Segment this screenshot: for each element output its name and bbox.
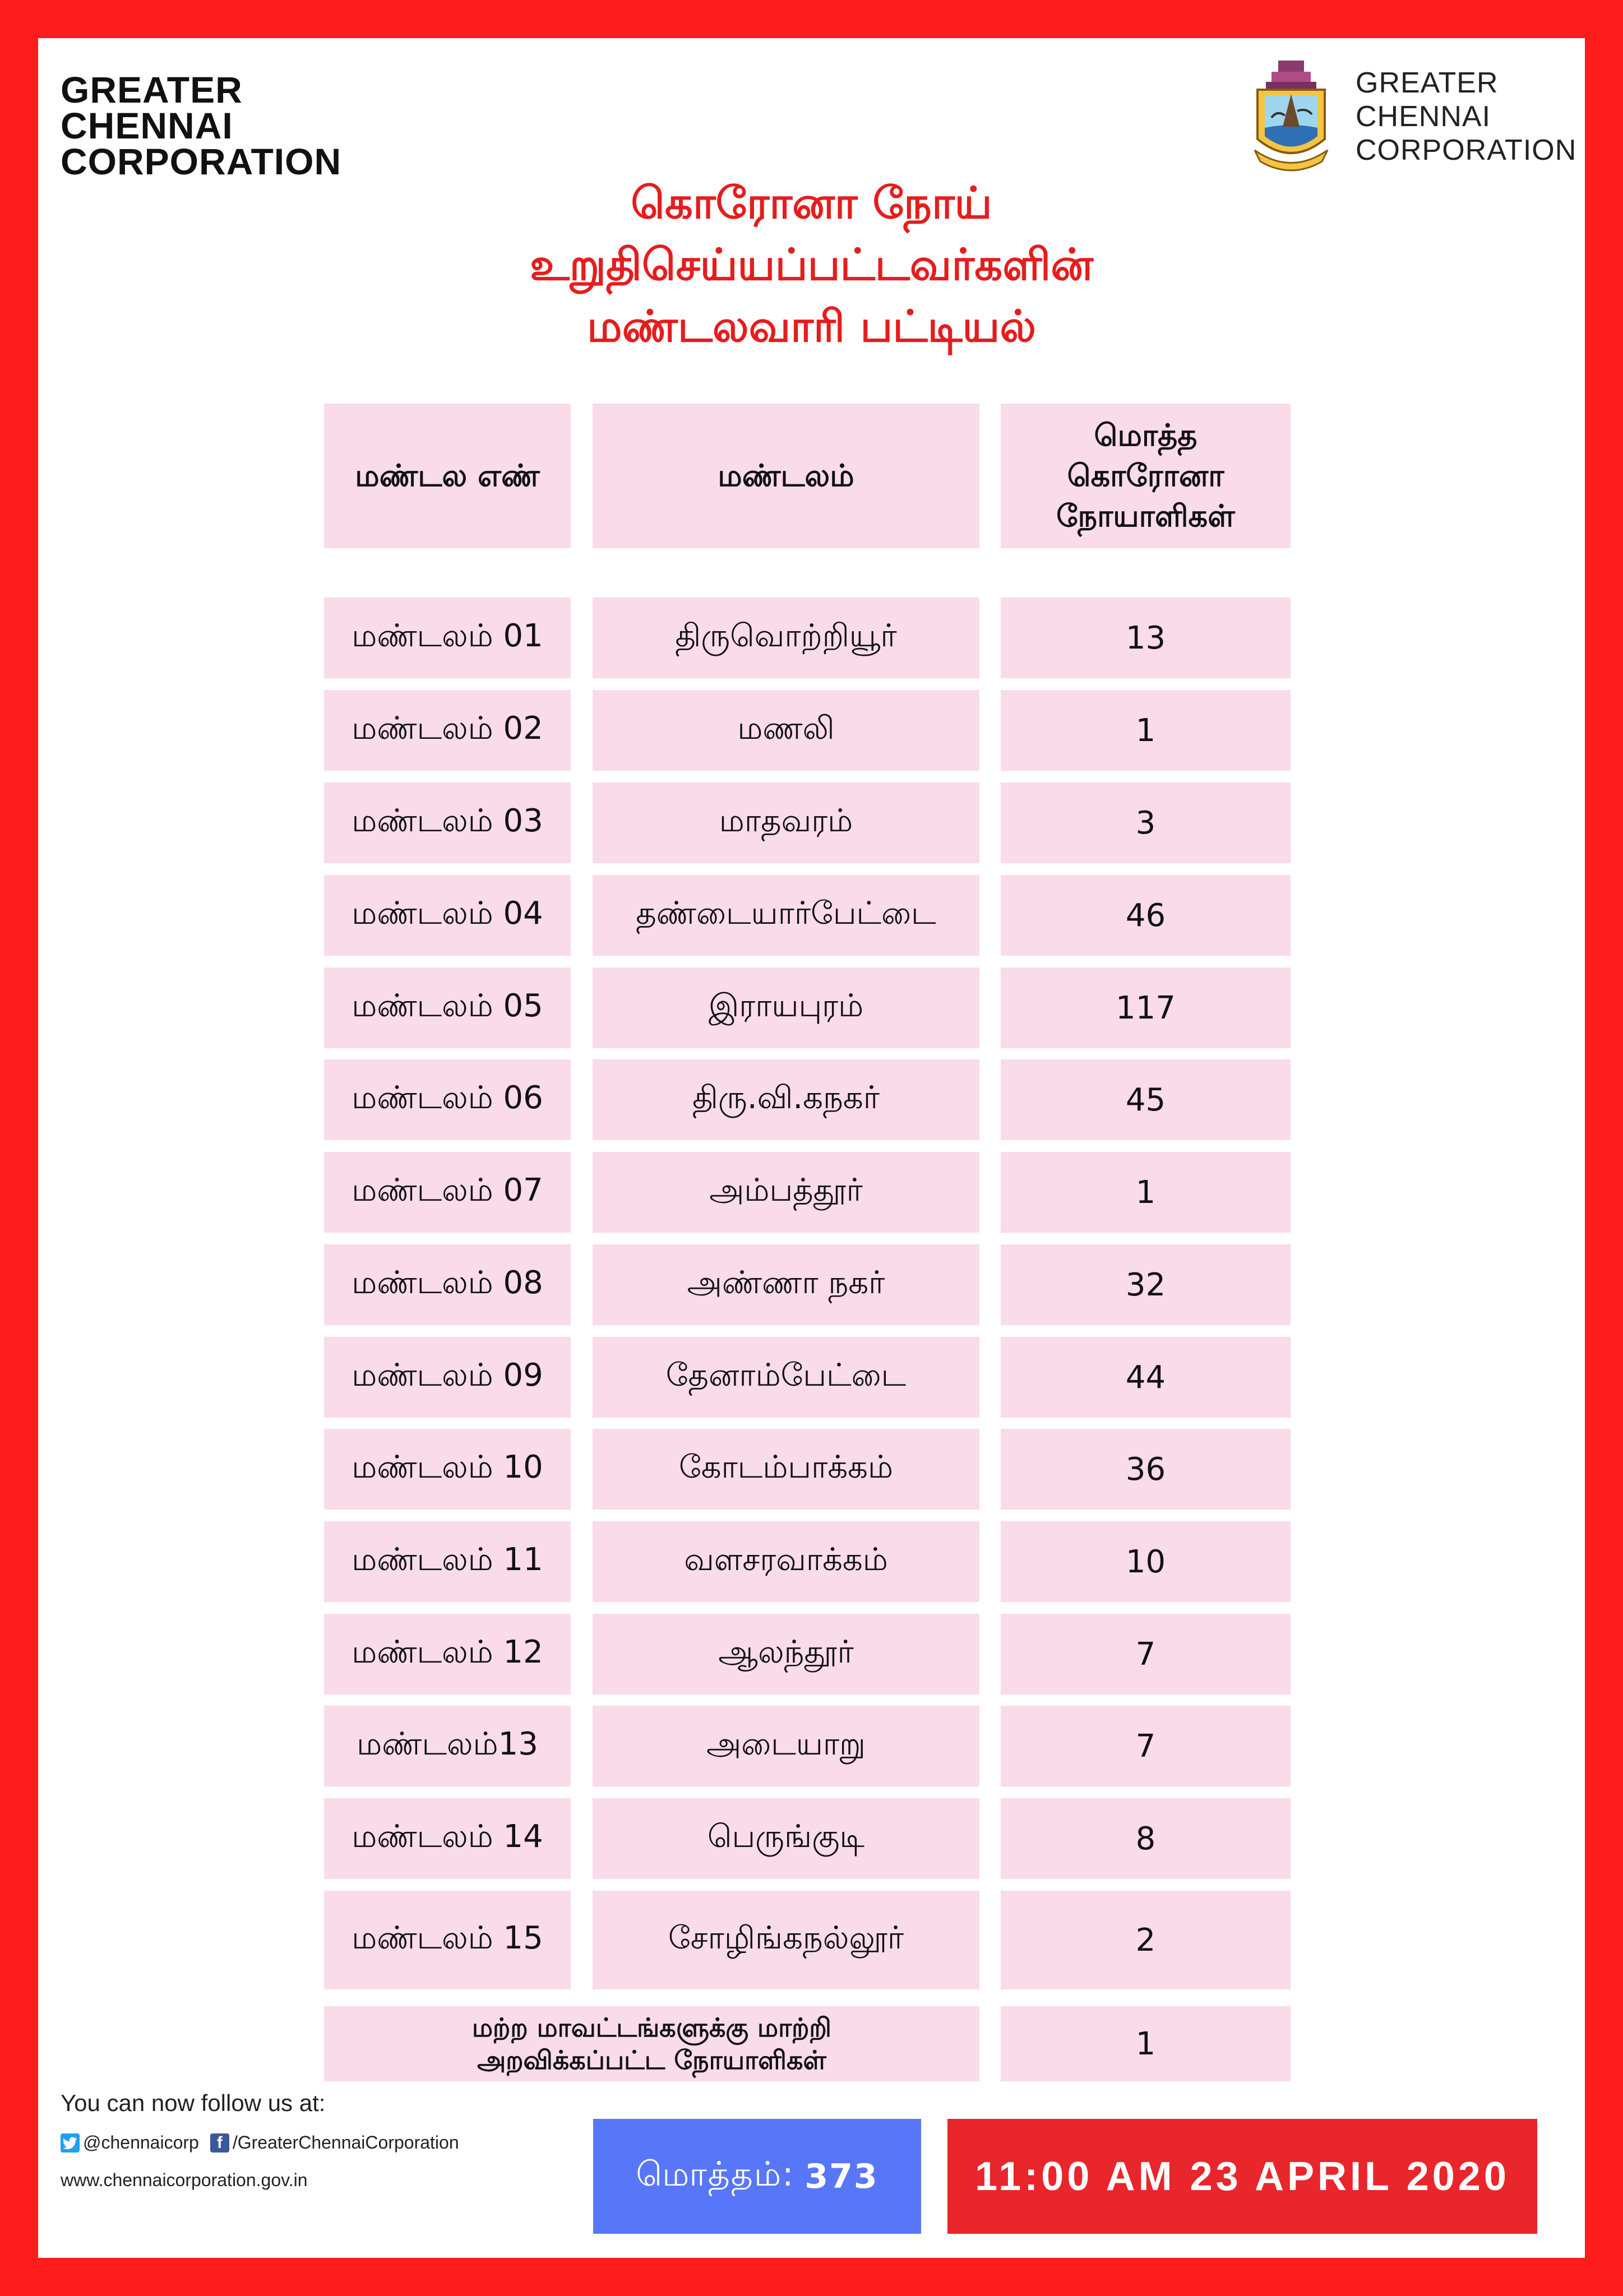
zone-number-cell: மண்டலம் 10 [324, 1429, 571, 1510]
patient-count-cell: 13 [1001, 598, 1291, 678]
zone-number-cell: மண்டலம் 04 [324, 875, 571, 956]
brand-wordmark-right: GREATER CHENNAI CORPORATION [1356, 67, 1577, 166]
zone-number-cell: மண்டலம் 02 [324, 690, 571, 771]
website-link[interactable]: www.chennaicorporation.gov.in [61, 2170, 308, 2190]
total-label: மொத்தம்: [636, 2154, 795, 2194]
timestamp-box [947, 2119, 1537, 2234]
header-zone: மண்டலம் [593, 404, 979, 548]
zone-number-cell: மண்டலம் 14 [324, 1798, 571, 1879]
page-title: கொரோனா நோய் உறுதிசெய்யப்பட்டவர்களின் மண்டலவாரி பட்டியல் [530, 178, 1093, 352]
header-total-patients: மொத்த கொரோனா நோயாளிகள் [1001, 404, 1291, 548]
zone-number-cell: மண்டலம் 09 [324, 1337, 571, 1418]
patient-count-cell: 45 [1001, 1059, 1291, 1140]
zone-number-cell: மண்டலம் 03 [324, 783, 571, 863]
patient-count-cell: 46 [1001, 875, 1291, 956]
zone-name-cell: தேனாம்பேட்டை [593, 1337, 979, 1418]
zone-name-cell: அண்ணா நகர் [593, 1244, 979, 1325]
patient-count-cell: 7 [1001, 1614, 1291, 1695]
follow-section [61, 2090, 470, 2191]
zone-name-cell: இராயபுரம் [593, 968, 979, 1048]
zone-name-cell: வளசரவாக்கம் [593, 1521, 979, 1602]
header-zone-no: மண்டல எண் [324, 404, 571, 548]
zone-name-cell: சோழிங்கநல்லூர் [593, 1891, 979, 1989]
other-districts-count: 1 [1001, 2006, 1291, 2081]
zone-name-cell: மாதவரம் [593, 783, 979, 863]
zone-name-cell: கோடம்பாக்கம் [593, 1429, 979, 1510]
zone-name-cell: திரு.வி.கநகர் [593, 1059, 979, 1140]
patient-count-cell: 117 [1001, 968, 1291, 1048]
facebook-link[interactable]: f /GreaterChennaiCorporation [210, 2132, 459, 2153]
patient-count-cell: 2 [1001, 1891, 1291, 1989]
zone-name-cell: ஆலந்தூர் [593, 1614, 979, 1695]
patient-count-cell: 32 [1001, 1244, 1291, 1325]
patient-count-cell: 1 [1001, 690, 1291, 771]
corporation-seal-icon [1243, 55, 1339, 178]
social-links [61, 2132, 470, 2153]
zone-number-cell: மண்டலம்13 [324, 1706, 571, 1786]
zone-name-cell: திருவொற்றியூர் [593, 598, 979, 678]
twitter-link[interactable]: @chennaicorp [61, 2132, 199, 2153]
patient-count-cell: 7 [1001, 1706, 1291, 1786]
patient-count-cell: 44 [1001, 1337, 1291, 1418]
patient-count-cell: 8 [1001, 1798, 1291, 1879]
zone-number-cell: மண்டலம் 01 [324, 598, 571, 678]
patient-count-cell: 3 [1001, 783, 1291, 863]
facebook-icon: f [210, 2133, 229, 2152]
other-districts-label: மற்ற மாவட்டங்களுக்கு மாற்றி அறவிக்கப்பட்ட நோயாளிகள் [324, 2006, 979, 2081]
total-count-box [593, 2119, 921, 2234]
zone-number-cell: மண்டலம் 12 [324, 1614, 571, 1695]
follow-title: You can now follow us at: [61, 2090, 326, 2116]
zone-number-cell: மண்டலம் 05 [324, 968, 571, 1048]
zone-name-cell: தண்டையார்பேட்டை [593, 875, 979, 956]
brand-logo-right [1243, 55, 1576, 178]
total-value: 373 [804, 2156, 878, 2196]
twitter-icon [61, 2133, 80, 2152]
zone-name-cell: மணலி [593, 690, 979, 771]
zone-number-cell: மண்டலம் 15 [324, 1891, 571, 1989]
patient-count-cell: 10 [1001, 1521, 1291, 1602]
patient-count-cell: 1 [1001, 1152, 1291, 1233]
brand-wordmark-left: GREATER CHENNAI CORPORATION [61, 69, 342, 182]
zone-number-cell: மண்டலம் 06 [324, 1059, 571, 1140]
patient-count-cell: 36 [1001, 1429, 1291, 1510]
poster [38, 38, 1585, 2258]
zone-name-cell: அடையாறு [593, 1706, 979, 1786]
timestamp: 11:00 AM 23 APRIL 2020 [975, 2154, 1510, 2199]
zone-number-cell: மண்டலம் 07 [324, 1152, 571, 1233]
zone-name-cell: அம்பத்தூர் [593, 1152, 979, 1233]
zone-number-cell: மண்டலம் 11 [324, 1521, 571, 1602]
zone-name-cell: பெருங்குடி [593, 1798, 979, 1879]
zone-number-cell: மண்டலம் 08 [324, 1244, 571, 1325]
